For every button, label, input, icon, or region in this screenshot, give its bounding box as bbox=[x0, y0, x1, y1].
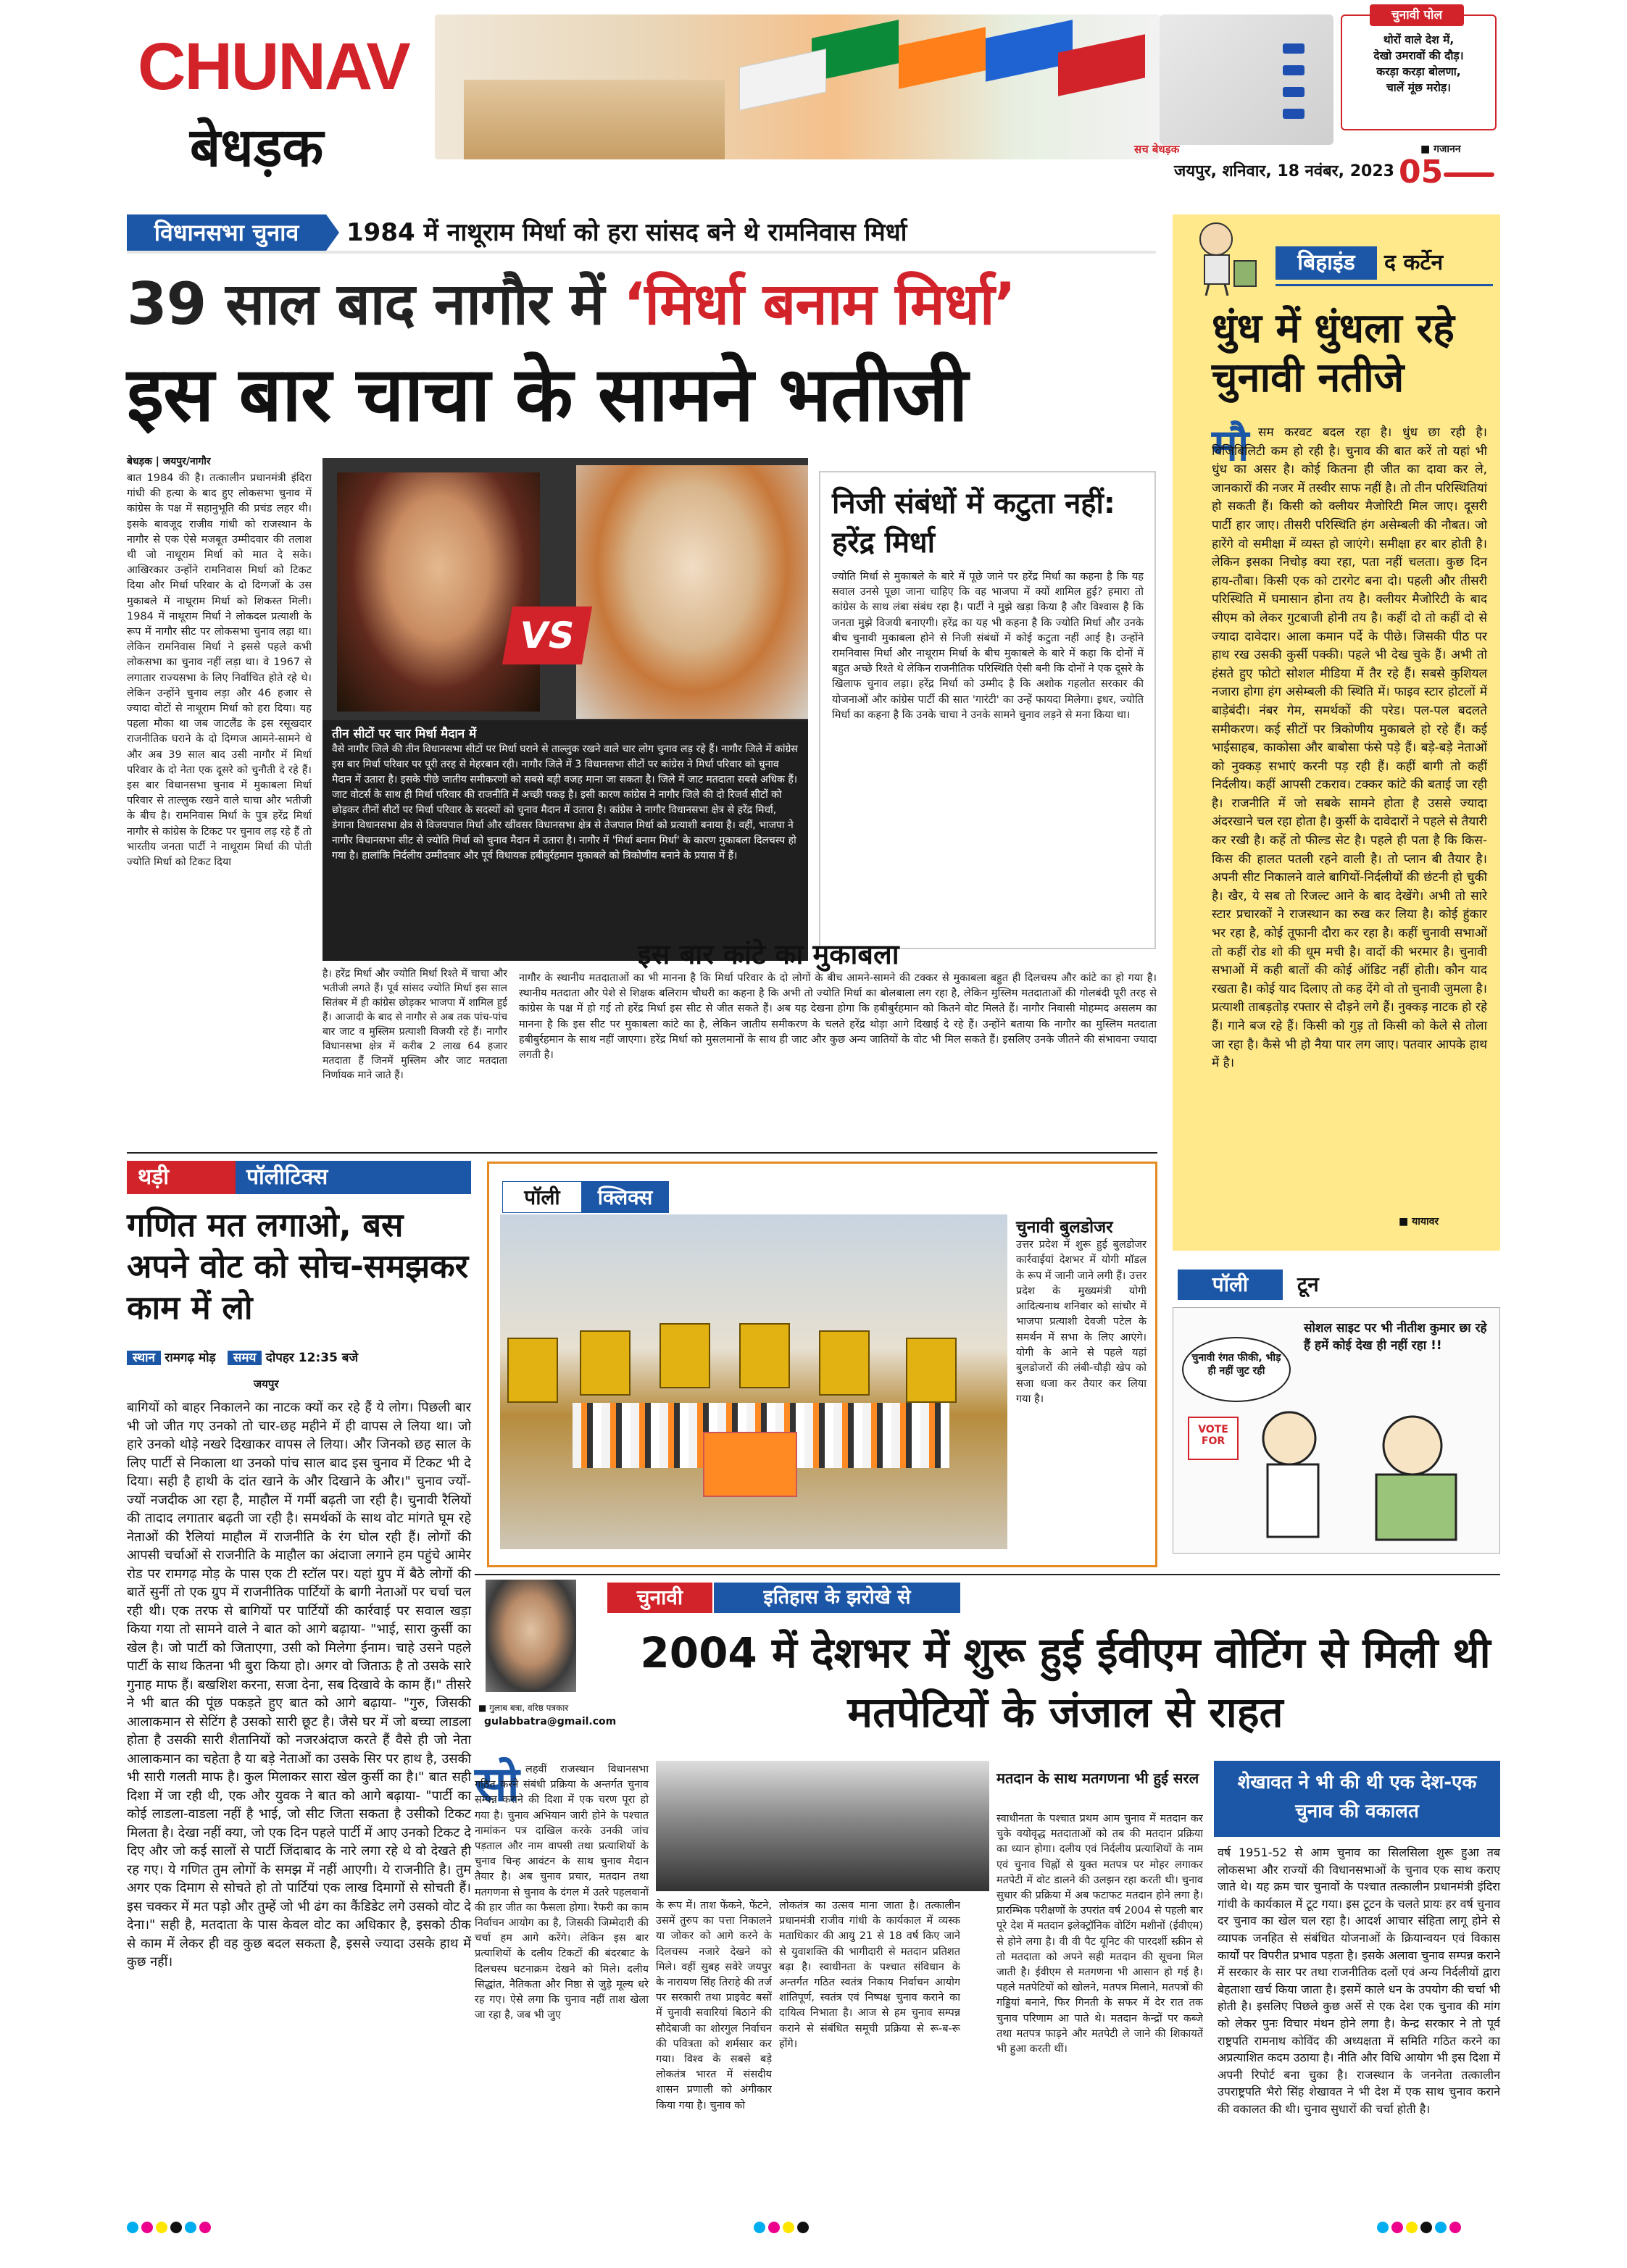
logo-chunav: CHUNAV bbox=[138, 30, 409, 104]
behind-tag: बिहाइंड bbox=[1276, 246, 1377, 280]
poll-line: थोरों वाले देश में, bbox=[1383, 33, 1455, 46]
masthead-illustration bbox=[435, 14, 1160, 159]
toon-tag: टून bbox=[1297, 1272, 1319, 1296]
fort-illustration bbox=[464, 80, 725, 159]
cartoon-caption: सोशल साइट पर भी नीतीश कुमार छा रहे हैं हमें कोई देख ही नहीं रहा !! bbox=[1304, 1321, 1487, 1353]
history-email: gulabbatra@gmail.com bbox=[484, 1716, 617, 1727]
behind-drop-cap: मौ bbox=[1212, 420, 1249, 471]
place-label: स्थान bbox=[127, 1351, 161, 1365]
poll-line: चालें मूंछ मरोड़। bbox=[1386, 81, 1452, 94]
chunavi-tag: चुनावी bbox=[607, 1583, 712, 1613]
clicks-tag: क्लिक्स bbox=[597, 1185, 653, 1209]
matdan-title: मतदान के साथ मतगणना भी हुई सरल bbox=[996, 1769, 1199, 1787]
flag-white bbox=[739, 49, 826, 111]
lead-kicker-tag: विधानसभा चुनाव bbox=[127, 214, 326, 251]
vs-badge: VS bbox=[502, 606, 592, 664]
time-label: समय bbox=[228, 1351, 262, 1365]
page-number: 05 bbox=[1399, 154, 1444, 191]
history-divider bbox=[475, 1574, 1500, 1575]
place-time-row bbox=[127, 1348, 471, 1368]
shekhawat-title: शेखावत ने भी की थी एक देश-एक चुनाव की वकालत bbox=[1237, 1772, 1477, 1822]
poli-clicks-title: चुनावी बुलडोजर bbox=[1016, 1218, 1113, 1237]
author-photo bbox=[486, 1580, 576, 1692]
pen-icon bbox=[1444, 172, 1494, 177]
sidebox-body: वैसे नागौर जिले की तीन विधानसभा सीटों पर मिर्धा घराने से ताल्लुक रखने वाले चार लोग चुनाव लड़ रहे हैं। नागौर जिले में कांग्रेस इस बार मिर्धा परिवार पर पूरी तरह से मेहरबान रही। नागौर जिले में 3 विधानसभा सीटों पर कांग्रेस ने मिर्धा परिवार को चुनाव मैदान में उतारा है। इसके पीछे जातीय समीकरणों को सबसे बड़ी वजह माना जा सकता है। जिले में जाट मतदाता सबसे अधिक हैं। जाट वोटर्स के साथ ही मिर्धा परिवार की राजनीति में अच्छी पकड़ है। इसी कारण कांग्रेस ने नागौर जिले की दो रिजर्व सीटों को छोड़कर तीनों सीटों पर मिर्धा परिवार के सदस्यों को चुनाव मैदान में उतारा है। कांग्रेस ने नागौर विधानसभा क्षेत्र से हरेंद्र मिर्धा, डेगाना विधानसभा क्षेत्र से विजयपाल मिर्धा और खींवसर विधानसभा क्षेत्र से तेजपाल मिर्धा को प्रत्याशी बनाया है। वहीं, भाजपा ने नागौर विधानसभा सीट से ज्योति मिर्धा को चुनाव मैदान में उतारा है। नागौर में 'मिर्धा बनाम मिर्धा' के कारण मुकाबला दिलचस्प हो गया है। हालांकि निर्दलीय उम्मीदवार और पूर्व विधायक हबीबुर्रहमान मुकाबले को त्रिकोणीय बनाने के प्रयास में हैं। bbox=[332, 743, 798, 862]
section-divider bbox=[127, 1152, 1157, 1154]
history-author: ■ गुलाब बत्रा, वरिष्ठ पत्रकार bbox=[478, 1703, 569, 1713]
register-marks bbox=[127, 2222, 211, 2233]
register-marks bbox=[1377, 2222, 1461, 2233]
bulldozer-photo bbox=[500, 1214, 1007, 1549]
evm-illustration bbox=[1160, 14, 1333, 145]
lead-headline-line1 bbox=[127, 262, 1015, 341]
interview-title: निजी संबंधों में कटुता नहीं: हरेंद्र मिर्धा bbox=[832, 487, 1115, 559]
poli-clicks-tag bbox=[502, 1181, 669, 1213]
banner bbox=[703, 1432, 797, 1497]
register-marks bbox=[754, 2222, 809, 2233]
chunavi-poll-text bbox=[1348, 32, 1489, 96]
masthead bbox=[0, 0, 1627, 196]
cartoon bbox=[1173, 1307, 1500, 1554]
dateline: जयपुर, शनिवार, 18 नवंबर, 2023 bbox=[1174, 162, 1394, 180]
the-curtain-tag: द कर्टेन bbox=[1384, 250, 1444, 275]
history-column-2: के रूप में। ताश फेंकने, फेंटने, उसमें तुरुप का पत्ता निकालने या जोकर को आगे करने के दिलचस्प नजारे देखने को मिले। वहीं सुबह सवेरे जयपुर के नारायण सिंह तिराहे की तर्ज पर सरकारी तथा प्राइवेट बसों में चुनावी सवारियां बिठाने की सौदेबाजी का शोरगुल निर्वाचन की पवित्रता को शर्मसार कर गया। विश्व के सबसे बड़े लोकतंत्र भारत में संसदीय शासन प्रणाली को अंगीकार किया गया है। चुनाव को bbox=[656, 1900, 772, 2111]
poll-line: देखो उमरावों की दौड़। bbox=[1373, 49, 1464, 62]
poli-toon-tag: पॉली bbox=[1178, 1270, 1283, 1300]
behind-body: सम करवट बदल रहा है। धुंध छा रही है। विजिबिलिटी कम हो रही है। चुनाव की बात करें तो यहां भी धुंध का असर है। कोई कितना ही जीत का दावा कर ले, जानकारों की नजर में तस्वीर साफ नहीं है। तो तीन परिस्थितियां हो सकती हैं। किसी को क्लीयर मैजोरिटी मिल जाए। दूसरी पार्टी हार जाए। तीसरी परिस्थिति हंग असेम्बली की नौबत। जो हारेंगे वो समीक्षा में व्यस्त हो जाएंगे। समीक्षा हर बार होती है। लेकिन इसका निचोड़ क्या रहा, पता नहीं चलता। कुछ दिन हाय-तौबा। किसी एक को टारगेट बना दो। पहली और तीसरी परिस्थिति में घमासान होना तय है। क्लीयर मैजोरिटी के बाद सीएम को लेकर गुटबाजी होनी तय है। कहीं दो तो कहीं दो से ज्यादा दावेदार। आला कमान पर्दे के पीछे। जिसकी पीठ पर हाथ रख उसकी कुर्सी पक्की। पहले भी देख चुके हैं। अभी तो हंसते हुए फोटो सोशल मीडिया में तैर रहे हैं। सबसे कुशियल नजारा होगा हंग असेम्बली की स्थिति में। फाइव स्टार होटलों में बाड़ेबंदी। नंबर गेम, समर्थकों की परेड। पल-पल बदलते समीकरण। कई सीटों पर त्रिकोणीय मुकाबले हो रहे हैं। कई भाईसाहब, काकोसा और बाबोसा फंसे पड़े हैं। बड़े-बड़े नेताओं को नुक्कड़ सभाएं करनी पड़ रही हैं। कहीं बागी तो कहीं निर्दलीय। कहीं आपसी टकराव। टक्कर कांटे की बताई जा रही है। राजनीति में जो सबके सामने होता है उससे ज्यादा अंदरखाने चल रहा होता है। कुर्सी के दावेदारों ने पहले से तैयारी कर रखी है। कहें तो फील्ड सेट है। पहले ही पता है कि किस-किस की हालत पतली रहने वाली है। तो प्लान बी तैयार है। अपनी सीट निकालने वाले बागियों-निर्दलीयों की छंटनी हो चुकी है। खैर, ये सब तो रिजल्ट आने के बाद देखेंगे। अभी तो सारे स्टार प्रचारकों ने राजस्थान का रुख कर लिया है। कोई हुंकार भर रहा है, कोई तूफानी दौरा कर रहा है। कहीं चुनावी सभाओं तो कहीं रोड शो की धूम मची है। वादों की भरमार है। चुनावी सभाओं में कही बातों की कोई ऑडिट नहीं होती। कौन याद रखता है। कोई याद दिलाए तो कह देंगे वो तो चुनावी जुमला है। प्रत्याशी ताबड़तोड़ रफ्तार से दौड़ने लगे हैं। नुक्कड़ नाटक हो रहे हैं। गाने बज रहे हैं। किसी को गुड़ तो किसी को केले से तोला जा रहा है। कैसे भी हो नैया पार लग जाए। पतवार आपके हाथ में है। bbox=[1212, 425, 1487, 1071]
ballot-counting-photo bbox=[656, 1761, 989, 1891]
behind-headline: धुंध में धुंधला रहे चुनावी नतीजे bbox=[1212, 305, 1455, 401]
vote-for-sign: VOTE FOR bbox=[1188, 1417, 1239, 1460]
kicker-arrow-icon bbox=[326, 214, 339, 251]
caricature-icon bbox=[1180, 217, 1267, 297]
history-column-3: लोकतंत्र का उत्सव माना जाता है। तत्कालीन प्रधानमंत्री राजीव गांधी के कार्यकाल में व्यस्क मताधिकार की आयु 21 से 18 वर्ष किए जाने से युवाशक्ति की भागीदारी से मतदान प्रतिशत बढ़ा है। स्वाधीनता के पश्चात संविधान के अन्तर्गत गठित स्वतंत्र निकाय निर्वाचन आयोग शांतिपूर्ण, स्वतंत्र एवं निष्पक्ष चुनाव कराने का दायित्व निभाता है। आज से हम चुनाव सम्पन्न कराने से संबंधित समूची प्रक्रिया से रू-ब-रू होंगे। bbox=[779, 1900, 960, 2050]
harendra-mirdha-photo bbox=[576, 465, 808, 719]
jyoti-mirdha-photo bbox=[337, 472, 540, 712]
lead-kicker-text: 1984 में नाथूराम मिर्धा को हरा सांसद बने थे रामनिवास मिर्धा bbox=[346, 218, 907, 247]
place-value: रामगढ़ मोड़ bbox=[165, 1351, 216, 1365]
poli-tag: पॉली bbox=[502, 1181, 582, 1213]
cartoon-figures-icon bbox=[1246, 1395, 1492, 1547]
poll-line: करड़ा करड़ा बोलणा, bbox=[1376, 65, 1461, 78]
time-value: दोपहर 12:35 बजे bbox=[265, 1351, 359, 1365]
chunavi-poll-title: चुनावी पोल bbox=[1370, 4, 1464, 26]
matdan-body: स्वाधीनता के पश्चात प्रथम आम चुनाव में मतदान कर चुके वयोवृद्ध मतदाताओं को तब की मतदान प्रक्रिया का ध्यान होगा। दलीय एवं निर्दलीय प्रत्याशियों के नाम एवं चुनाव चिह्नों से युक्त मतपत्र पर मोहर लगाकर मतपेटी में वोट डालने की उलझन रहा करती थी। चुनाव सुधार की प्रक्रिया में अब फटाफट मतदान होने लगा है। प्रारम्भिक परीक्षणों के उपरांत वर्ष 2004 से पहली बार पूरे देश में मतदान इलेक्ट्रॉनिक वोटिंग मशीनों (ईवीएम) से होने लगा है। वी वी पैट यूनिट की पारदर्शी स्क्रीन से तो मतदाता को अपने सही मतदान की सूचना मिल जाती है। ईवीएम से मतगणना भी आसान हो गई है। पहले मतपेटियों को खोलने, मतपत्र मिलाने, मतपत्रों की गड्डियां बनाने, फिर गिनती के सफर में देर रात तक चुनाव परिणाम आ पाते थे। मतदान केन्द्रों पर कब्जे तथा मतपत्र फाड़ने और मतपेटी ले जाने की शिकायतें भी हुआ करती थीं। bbox=[996, 1813, 1203, 2056]
poll-author: ■ गजानन bbox=[1420, 143, 1461, 155]
tag-underline bbox=[1276, 284, 1493, 286]
thodi-body: बागियों को बाहर निकालने का नाटक क्यों कर रहे हैं ये लोग। पिछली बार भी जो जीत गए उनको तो चार-छह महीने में ही वापस ले लिया था। जो हारे उनको थोड़े नखरे दिखाकर वापस ले लिया। और जिनको छह साल के लिए पार्टी से निकाला था उनको पांच साल बाद इस चुनाव में टिकट भी दे दिया। सही है हाथी के दांत खाने के और दिखाने के और।" चुनाव ज्यों-ज्यों नजदीक आ रहा है, माहौल में गर्मी बढ़ती जा रही है। चुनावी रैलियों की तादाद लगातार बढ़ती जा रही है। समर्थकों के साथ वोट मांगते घूम रहे नेताओं की रैलियां माहौल में राजनीति के रंग घोल रही हैं। लोगों की आपसी चर्चाओं से राजनीति के माहौल का अंदाजा लगाने हम पहुंचे आमेर रोड पर रामगढ़ मोड़ के पास एक टी स्टॉल पर। यहां ग्रुप में बैठे लोगों की बातें सुनीं तो एक ग्रुप में राजनीतिक पार्टियों के बागी नेताओं पर चर्चा चल रही थी। एक तरफ से बागियों पर पार्टियों की कार्रवाई पर सवाल खड़ा किया गया तो सामने वाले ने बात को आगे बढ़ाया- "भाई, सारा कुर्सी का खेल है। जो पार्टी को जिताएगा, उसी को मिलेगा ईनाम। चाहे उसने पहले पार्टी के साथ कितना भी बुरा किया हो। अगर वो जिताऊ है तो उसके सारे गुनाह माफ हैं। बखशिश करना, सजा देना, सब दिखावे के काम हैं।" तीसरे ने भी बात की पूंछ पकड़ते हुए बात को आगे बढ़ाया- "गुरु, जिसकी आलाकमान से सेटिंग है उसको सारी छूट है। जैसे घर में जो बच्चा लाडला होता है उसकी सारी शैतानियों को नजरअंदाज करते हैं वैसे ही जो नेता आलाकमान का चहेता है या बड़े नेताओं का उसके सिर पर हाथ है, उसकी भी सारी गलती माफ है। कुल मिलाकर सारा खेल कुर्सी का है।" बात सही दिशा में जा रही थी, एक और युवक ने बात को आगे बढ़ाया- "पार्टी का कोई लाडला-वाडला नहीं है भाई, जो सीट जिता सकता है उसीको टिकट मिलता है। देखा नहीं क्या, जो एक दिन पहले पार्टी में आए उनको टिकट दे दिए और जो कई सालों से पार्टी जिंदाबाद के नारे लगा रहे थे वो देखते ही रह गए। ये गणित तुम लोगों के समझ में नहीं आएगी। ये राजनीति है। तुम अगर एक दिमाग से सोचते हो तो पार्टियां एक लाख दिमागों से सोचती हैं। इस चक्कर में मत पड़ो और तुम्हें जो भी ढंग का कैंडिडेट लगे उसको वोट दे देना।" सही है, मतदाता के पास केवल वोट का अधिकार है, इसको ठीक से काम में लेकर ही वह कुछ बदल सकता है, इससे ज्यादा उसके हाथ में कुछ नहीं। bbox=[127, 1400, 471, 1969]
headline-text: 39 साल बाद नागौर में bbox=[127, 270, 623, 338]
sach-bedhadak-tag: सच बेधड़क bbox=[1134, 143, 1180, 156]
sidebox-title: तीन सीटों पर चार मिर्धा मैदान में bbox=[332, 727, 477, 741]
shekhawat-body: वर्ष 1951-52 से आम चुनाव का सिलसिला शुरू हुआ तब लोकसभा और राज्यों की विधानसभाओं के चुनाव एक साथ कराए जाते थे। यह क्रम चार चुनावों के पश्चात तत्कालीन प्रधानमंत्री इंदिरा गांधी के कार्यकाल में टूट गया। इस टूटन के चलते प्रायः हर वर्ष चुनाव दर चुनाव का खेल चल रहा है। आदर्श आचार संहिता लागू होने से व्यापक जनहित से संबंधित योजनाओं के क्रियान्वयन एवं विकास कार्यों पर विपरीत प्रभाव पड़ता है। इसके अलावा चुनाव सम्पन्न कराने में सरकार के सार पर तथा राजनीतिक दलों एवं अन्य निर्दलीयों द्वारा बेहताशा खर्च किया जाता है। इसमें काले धन के उपयोग की चर्चा भी होती है। इसलिए पिछले कुछ अर्से से एक देश एक चुनाव की मांग को लेकर पुनः विचार मंथन होने लगा है। केन्द्र सरकार ने तो पूर्व राष्ट्रपति रामनाथ कोविंद की अध्यक्षता में समिति गठित करने का अप्रत्याशित कदम उठाया है। नीति और विधि आयोग भी इस दिशा में अपनी रिपोर्ट बना चुका है। राजस्थान के जननेता तत्कालीन उपराष्ट्रपति भैरो सिंह शेखावत ने भी देश में एक साथ चुनाव कराने की वकालत की थी। चुनाव सुधारों की चर्चा होती है। bbox=[1218, 1846, 1500, 2116]
kicker-divider bbox=[127, 251, 1156, 254]
interview-body: ज्योति मिर्धा से मुकाबले के बारे में पूछे जाने पर हरेंद्र मिर्धा का कहना है कि यह सवाल उनसे पूछा जाना चाहिए कि वह भाजपा में क्यों शामिल हुई? हमारा तो कांग्रेस के साथ लंबा संबंध रहा है। पार्टी ने मुझे खड़ा किया है और विश्वास है कि जनता मुझे विजयी बनाएगी। हरेंद्र का यह भी कहना है कि ज्योति मिर्धा और उनके बीच चुनावी मुकाबला होने से निजी संबंधों में कोई कटुता नहीं आई है। उन्होंने रामनिवास मिर्धा और नाथूराम मिर्धा के बीच मुकाबले के बारे में कहा कि दोनों में बहुत अच्छे रिश्ते थे लेकिन राजनीतिक परिस्थिति ऐसी बनी कि दोनों ने एक दूसरे के खिलाफ चुनाव लड़ा। हरेंद्र मिर्धा को उम्मीद है कि अशोक गहलोत सरकार की योजनाओं और कांग्रेस पार्टी की सात 'गारंटी' का उन्हें फायदा मिलेगा। इधर, ज्योति मिर्धा का कहना है कि उनके चाचा ने उनके सामने चुनाव लड़ने से मना किया था। bbox=[832, 571, 1144, 721]
kante-title: इस बार कांटे का मुकाबला bbox=[638, 938, 899, 970]
lead-column-1: बात 1984 की है। तत्कालीन प्रधानमंत्री इंदिरा गांधी की हत्या के बाद हुए लोकसभा चुनाव में कांग्रेस के पक्ष में सहानुभूति की प्रचंड लहर थी। इसके बावजूद राजीव गांधी को राजस्थान के नागौर से एक ऐसे मजबूत उम्मीदवार की तलाश थी जो नाथूराम मिर्धा को मात दे सके। आखिरकार उन्होंने रामनिवास मिर्धा को टिकट दिया और मिर्धा परिवार के दो दिग्गजों के उस मुकाबले में नाथूराम मिर्धा को शिकस्त मिली। 1984 में नाथूराम मिर्धा ने लोकदल प्रत्याशी के रूप में नागौर सीट पर लोकसभा चुनाव लड़ा था। लेकिन रामनिवास मिर्धा ने इससे पहले कभी लोकसभा का चुनाव नहीं लड़ा था। वे 1967 से लगातार राज्यसभा के लिए निर्वाचित होते रहे थे। लेकिन उन्होंने चुनाव लड़ा और 46 हजार से ज्यादा वोटों से नाथूराम मिर्धा को हरा दिया। यह पहला मौका था जब जाटलैंड के इस रसूखदार राजनीतिक घराने के दो दिग्गज आमने-सामने थे और अब 39 साल बाद उसी नागौर में मिर्धा परिवार के दो नेता एक दूसरे को चुनौती दे रहे हैं। इस बार विधानसभा चुनाव में मुकाबला मिर्धा परिवार से ताल्लुक रखने वाले चाचा और भतीजी के बीच है। रामनिवास मिर्धा के पुत्र हरेंद्र मिर्धा नागौर से कांग्रेस के टिकट पर चुनाव लड़ रहे हैं तो भारतीय जनता पार्टी ने नाथूराम मिर्धा की पोती ज्योति मिर्धा को टिकट दिया bbox=[127, 472, 312, 869]
behind-author: ■ यायावर bbox=[1399, 1216, 1439, 1227]
cartoon-bubble: चुनावी रंगत फीकी, भीड़ ही नहीं जुट रही bbox=[1182, 1337, 1291, 1402]
politics-tag: पॉलीटिक्स bbox=[246, 1164, 328, 1190]
byline-text: बेधड़क | जयपुर/नागौर bbox=[127, 456, 211, 467]
headline-highlight: ‘मिर्धा बनाम मिर्धा’ bbox=[623, 270, 1016, 338]
poli-clicks-body: उत्तर प्रदेश में शुरू हुई बुलडोजर कार्रवाईयां देशभर में योगी मॉडल के रूप में जानी जाने लगी हैं। उत्तर प्रदेश के मुख्यमंत्री योगी आदित्यनाथ शनिवार को सांचौर में भाजपा प्रत्याशी देवजी पटेल के समर्थन में सभा के लिए आएंगे। योगी के आने से पहले यहां बुलडोजरों की लंबी-चौड़ी खेप को सजा धजा कर तैयार कर लिया गया है। bbox=[1016, 1239, 1147, 1405]
thodi-tag: थड़ी bbox=[138, 1164, 169, 1190]
candidates-photo bbox=[323, 458, 808, 720]
logo-bedhadak: बेधड़क bbox=[190, 117, 324, 179]
lead-byline bbox=[127, 454, 211, 468]
lead-column-1b: है। हरेंद्र मिर्धा और ज्योति मिर्धा रिश्ते में चाचा और भतीजी लगते हैं। पूर्व सांसद ज्योति मिर्धा इस साल सितंबर में ही कांग्रेस छोड़कर भाजपा में शामिल हुई हैं। आजादी के बाद से नागौर से अब तक पांच-पांच बार जाट व मुस्लिम प्रत्याशी विजयी रहे हैं। नागौर विधानसभा क्षेत्र में करीब 2 लाख 64 हजार मतदाता हैं जिनमें मुस्लिम और जाट मतदाता निर्णायक माने जाते हैं। bbox=[323, 968, 507, 1081]
kante-body: नागौर के स्थानीय मतदाताओं का भी मानना है कि मिर्धा परिवार के दो लोगों के बीच आमने-सामने की टक्कर से मुकाबला बहुत ही दिलचस्प और कांटे का हो गया है। स्थानीय मतदाता और पेशे से शिक्षक बलिराम चौधरी का कहना है कि अभी तो ज्योति मिर्धा का बोलबाला लग रहा है, लेकिन मुस्लिम मतदाताओं की गोलबंदी पूरी तरह से कांग्रेस के पक्ष में हो गई तो हरेंद्र मिर्धा इस सीट से जीत सकते हैं। अब यह देखना होगा कि हबीबुर्रहमान को कितने वोट मिलते हैं। नागौर निवासी मोहम्मद असलम का मानना है कि इस सीट पर मुकाबला कांटे का है, लेकिन जातीय समीकरण के चलते हरेंद्र थोड़ा आगे दिखाई दे रहे हैं। उन्होंने बताया कि नागौर का मुस्लिम मतदाता हबीबुर्रहमान के साथ नहीं जाएगा। हरेंद्र मिर्धा को मुसलमानों के साथ ही जाट और कुछ अन्य जातियों के वोट भी मिल सकते हैं। इसलिए उनके जीतने की संभावना ज्यादा लगती है। bbox=[519, 972, 1157, 1062]
history-drop-cap: सो bbox=[475, 1756, 520, 1812]
history-headline: 2004 में देशभर में शुरू हुई ईवीएम वोटिंग से मिली थी मतपेटियों के जंजाल से राहत bbox=[640, 1628, 1491, 1737]
flag-saffron bbox=[899, 27, 986, 89]
history-column-1: लहवीं राजस्थान विधानसभा गठित करने संबंधी प्रक्रिया के अन्तर्गत चुनाव सम्पन्न कराने की दिशा में एक चरण पूरा हो गया है। चुनाव अभियान जारी होने के पश्चात नामांकन पत्र दाखिल करके उनकी जांच पड़ताल और नाम वापसी तथा प्रत्याशियों के चुनाव चिन्ह आवंटन के साथ चुनाव मैदान तैयार है। अब चुनाव प्रचार, मतदान तथा मतगणना से चुनाव के दंगल में उतरे पहलवानों की हार जीत का फैसला होगा। रैफरी का काम निर्वाचन आयोग का है, जिसकी जिम्मेदारी की चर्चा हम आगे करेंगे। लेकिन इस बार प्रत्याशियों के दलीय टिकटों की बंदरबाट के दिलचस्प घटनाक्रम देखने को मिले। दलीय सिद्धांत, नैतिकता और निष्ठा से जुड़े मूल्य धरे रह गए। ऐसे लगा कि चुनाव नहीं ताश खेला जा रहा है, जब भी जुए bbox=[475, 1764, 649, 2022]
lead-headline-line2: इस बार चाचा के सामने भतीजी bbox=[127, 350, 968, 438]
thodi-headline: गणित मत लगाओ, बस अपने वोट को सोच-समझकर काम में लो bbox=[127, 1206, 469, 1327]
thodi-city: जयपुर bbox=[254, 1377, 279, 1391]
itihas-tag: इतिहास के झरोखे से bbox=[714, 1583, 960, 1613]
